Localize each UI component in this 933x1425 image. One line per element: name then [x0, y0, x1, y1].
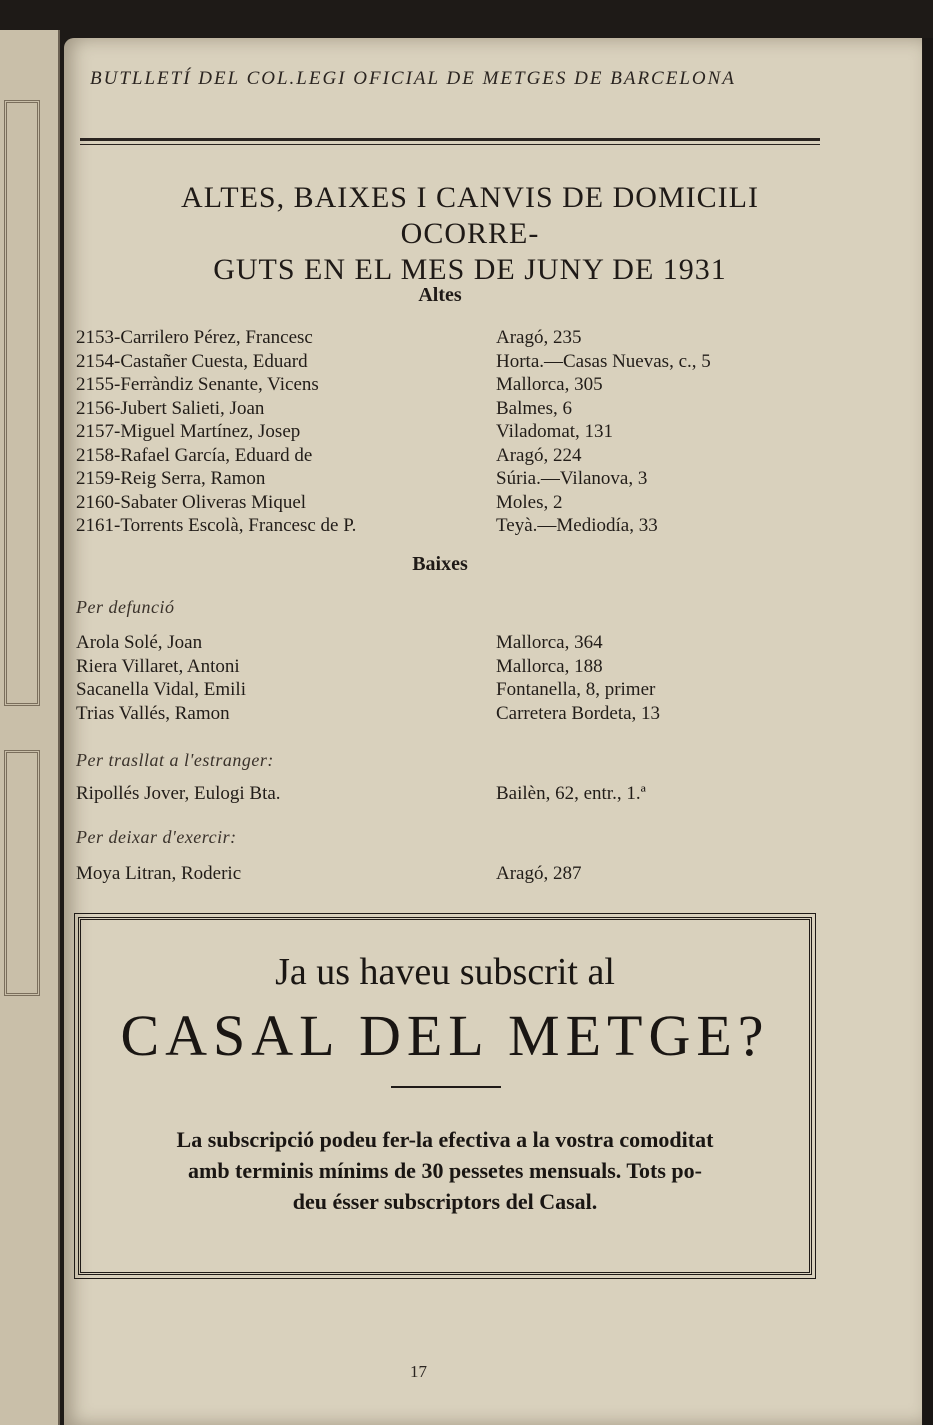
- list-item: [76, 468, 816, 492]
- list-item: [76, 421, 816, 445]
- member-address: Súria.—Vilanova, 3: [496, 468, 648, 489]
- list-item: [76, 515, 816, 539]
- list-item: [76, 863, 816, 887]
- list-item: [76, 656, 816, 680]
- running-header: BUTLLETÍ DEL COL.LEGI OFICIAL DE METGES DE BARCELONA: [90, 68, 736, 89]
- member-address: Aragó, 235: [496, 327, 582, 348]
- list-item: [76, 351, 816, 375]
- member-address: Balmes, 6: [496, 397, 572, 419]
- ad-body-line: amb terminis mínims de 30 pessetes mensuals. Tots po-: [188, 1158, 702, 1183]
- list-item: [76, 632, 816, 656]
- member-name: 2153-Carrilero Pérez, Francesc: [76, 327, 313, 348]
- member-address: Mallorca, 188: [496, 655, 603, 677]
- category-label: Per trasllat a l'estranger:: [76, 750, 274, 770]
- member-address: Horta.—Casas Nuevas, c., 5: [496, 350, 711, 372]
- member-name: 2161-Torrents Escolà, Francesc de P.: [76, 515, 357, 536]
- member-name: Riera Villaret, Antoni: [76, 655, 240, 677]
- member-address: Teyà.—Mediodía, 33: [496, 515, 658, 536]
- deixar-list: [76, 863, 816, 887]
- member-address: Carretera Bordeta, 13: [496, 702, 661, 724]
- category-label: Per deixar d'exercir:: [76, 827, 237, 847]
- member-address: Moles, 2: [496, 491, 563, 513]
- advertisement-box: [78, 917, 812, 1275]
- member-address: Aragó, 224: [496, 444, 582, 466]
- list-item: [76, 679, 816, 703]
- ad-divider: [391, 1086, 501, 1088]
- list-item: [76, 492, 816, 516]
- category-label: Per defunció: [76, 597, 175, 617]
- member-name: Trias Vallés, Ramon: [76, 702, 230, 724]
- list-item: [76, 374, 816, 398]
- header-rule: [80, 138, 820, 141]
- page-number: 17: [410, 1362, 427, 1381]
- member-name: Sacanella Vidal, Emili: [76, 679, 246, 700]
- member-address: Mallorca, 364: [496, 632, 603, 653]
- decorative-border: [4, 100, 40, 706]
- title-line: GUTS EN EL MES DE JUNY DE 1931: [213, 253, 727, 286]
- section-heading-altes: Altes: [418, 284, 462, 306]
- trasllat-list: [76, 783, 816, 807]
- list-item: [76, 398, 816, 422]
- member-name: 2158-Rafael García, Eduard de: [76, 444, 313, 466]
- member-name: 2156-Jubert Salieti, Joan: [76, 397, 265, 419]
- member-name: Moya Litran, Roderic: [76, 863, 242, 884]
- member-address: Mallorca, 305: [496, 374, 603, 395]
- altes-list: [76, 327, 816, 539]
- member-address: Aragó, 287: [496, 863, 582, 884]
- list-item: [76, 327, 816, 351]
- member-name: 2154-Castañer Cuesta, Eduard: [76, 350, 308, 372]
- title-line: ALTES, BAIXES I CANVIS DE DOMICILI OCORRE-: [181, 181, 759, 250]
- member-name: 2157-Miguel Martínez, Josep: [76, 421, 301, 442]
- member-address: Fontanella, 8, primer: [496, 679, 656, 700]
- page-title: [120, 180, 820, 288]
- facing-page-edge: [0, 30, 60, 1425]
- decorative-border: [4, 750, 40, 996]
- defuncio-list: [76, 632, 816, 726]
- list-item: [76, 445, 816, 469]
- ad-body: [99, 1124, 791, 1217]
- ad-body-line: deu ésser subscriptors del Casal.: [292, 1189, 598, 1214]
- member-name: 2159-Reig Serra, Ramon: [76, 468, 266, 489]
- ad-headline: Ja us haveu subscrit al: [275, 951, 615, 993]
- section-heading-baixes: Baixes: [412, 553, 468, 575]
- member-name: Arola Solé, Joan: [76, 632, 203, 653]
- member-address: Viladomat, 131: [496, 421, 614, 442]
- header-rule: [80, 144, 820, 145]
- list-item: [76, 783, 816, 807]
- ad-body-line: La subscripció podeu fer-la efectiva a la vostra comoditat: [176, 1127, 714, 1152]
- page-edge-shadow: [923, 38, 933, 1425]
- list-item: [76, 703, 816, 727]
- member-name: 2155-Ferràndiz Senante, Vicens: [76, 374, 319, 395]
- member-name: 2160-Sabater Oliveras Miquel: [76, 491, 307, 513]
- member-name: Ripollés Jover, Eulogi Bta.: [76, 783, 281, 804]
- member-address: Bailèn, 62, entr., 1.ª: [496, 783, 646, 804]
- ad-title: CASAL DEL METGE?: [120, 1003, 770, 1068]
